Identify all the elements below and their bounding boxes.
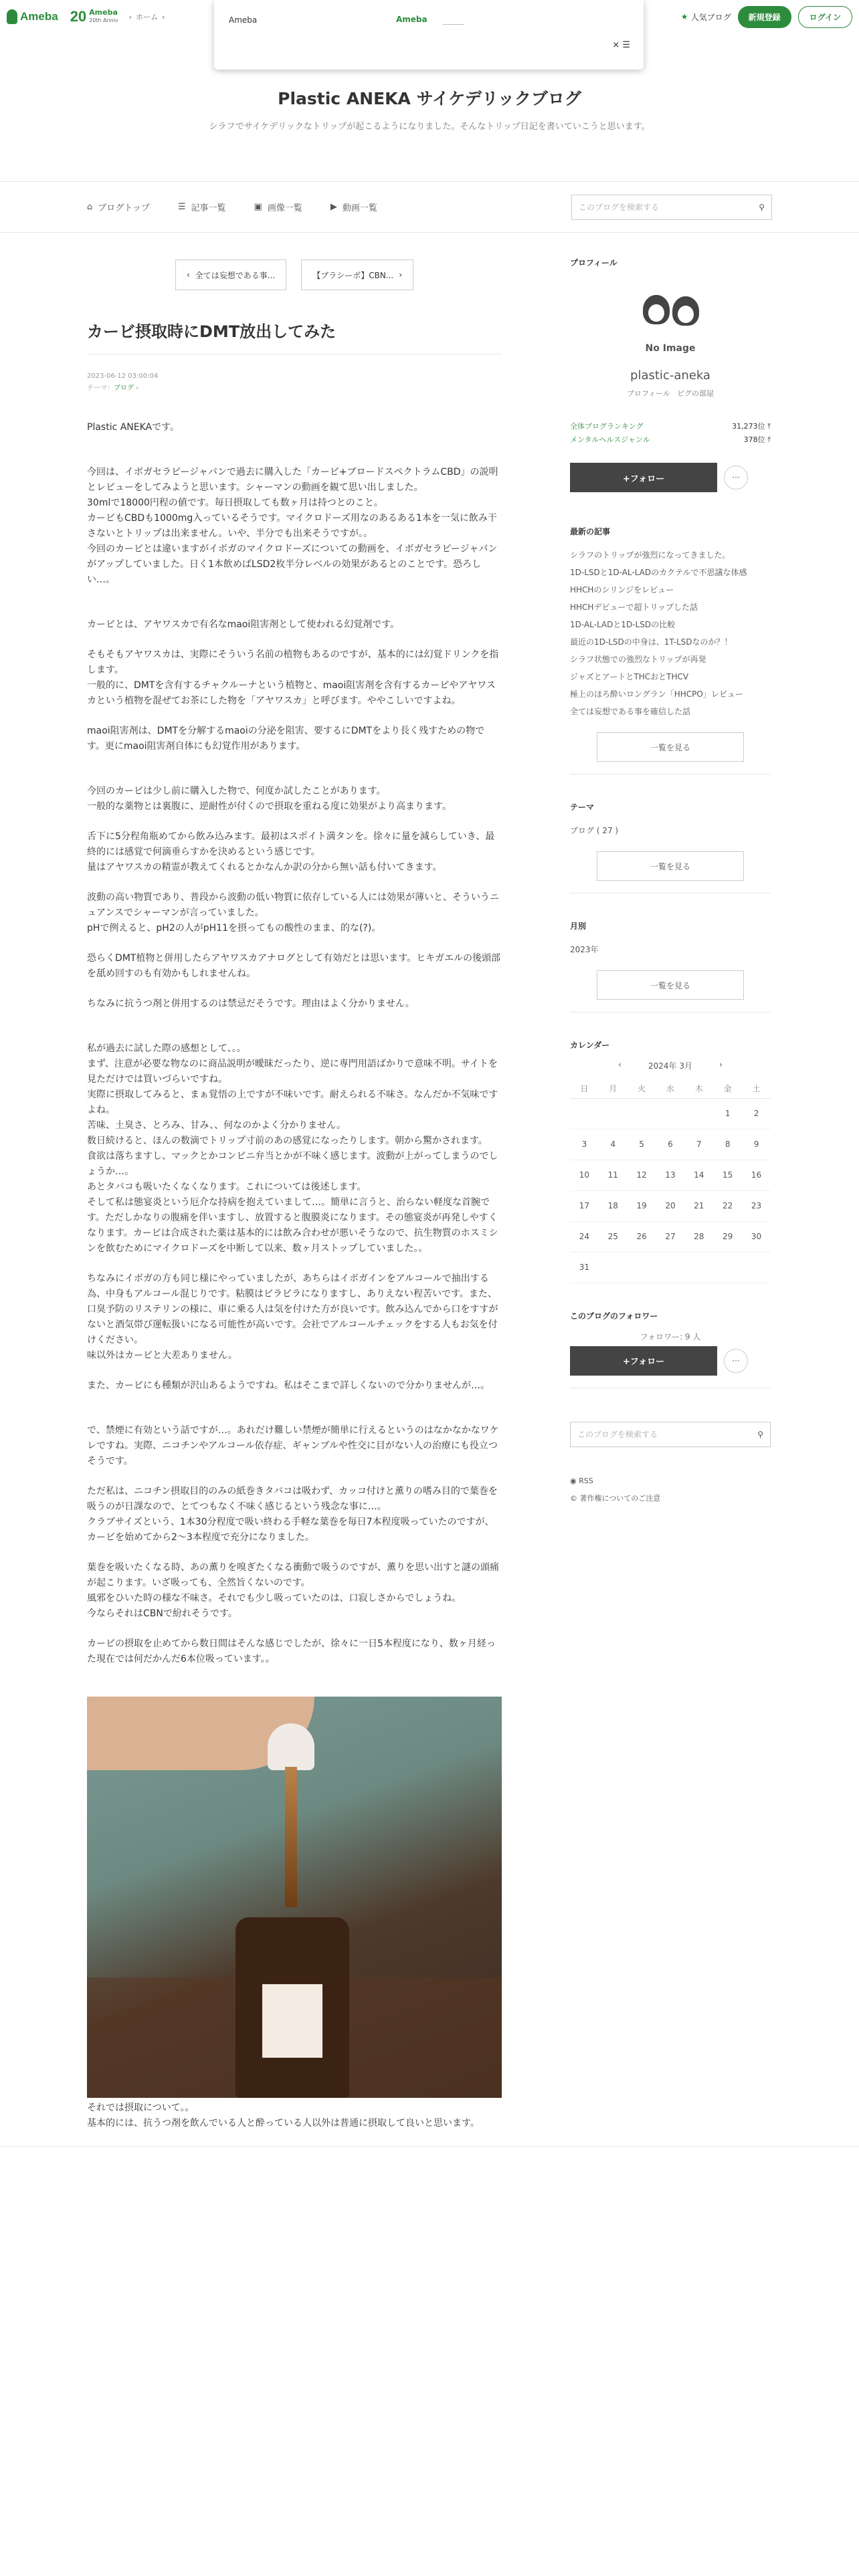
blog-nav (0, 182, 859, 233)
calendar-day (570, 1098, 599, 1129)
article-paragraph: カービとは、アヤワスカで有名なmaoi阻害剤として使われる幻覚剤です。 (87, 619, 400, 630)
article-paragraph: ちなみに抗うつ剤と併用するのは禁忌だそうです。理由はよく分かりません。 (87, 998, 415, 1009)
calendar-day[interactable]: 8 (713, 1129, 742, 1160)
article-paragraph: maoi阻害剤は、DMTを分解するmaoiの分泌を阻害、要するにDMTをより長く残すための物です。更にmaoi阻害剤自体にも幻覚作用があります。 (87, 726, 485, 752)
list-item[interactable]: 2023年 (570, 945, 599, 954)
chevron-left-icon[interactable]: ‹ (618, 1060, 622, 1069)
calendar-weekday: 木 (684, 1079, 713, 1098)
star-icon: ★ (680, 12, 688, 21)
article-paragraph: 恐らくDMT植物と併用したらアヤワスカアナログとして有効だとは思います。ヒキガエルの後頭部を舐め回すのも有効かもしれませんね。 (87, 953, 501, 979)
calendar-day[interactable]: 17 (570, 1190, 599, 1221)
calendar-grid (570, 1079, 771, 1283)
calendar-day (742, 1252, 771, 1283)
recent-heading: 最新の記事 (570, 527, 611, 536)
calendar-day[interactable]: 23 (742, 1190, 771, 1221)
anniversary-logo[interactable] (70, 8, 118, 25)
follow-button[interactable]: +フォロー (570, 1346, 717, 1376)
prev-article-button[interactable]: ‹ 全ては妄想である事... (175, 259, 286, 290)
calendar-day[interactable]: 14 (684, 1160, 713, 1190)
calendar-day[interactable]: 25 (599, 1221, 628, 1252)
photo-bottle-label (262, 1984, 322, 2058)
sidebar (570, 233, 771, 2146)
calendar-week (570, 1129, 771, 1160)
followers-heading: このブログのフォロワー (570, 1311, 658, 1321)
popup-title: Ameba (229, 15, 258, 25)
article-paragraph: ちなみにイボガの方も同じ様にやっていましたが、あちらはイボガインをアルコールで抽出する為、中身もアルコール混じりです。粘膜はビラビラになりますし、ありえない程苦いです。また、口臭予防のリステリンの様に、車に乗る人は気を付けた方が良いです。飲み込んでから口をすすがないと酒気帯び運転扱いになる可能性が高いです。会社でアルコールチェックをする人もお気を付けください。 味以外はカービと大差ありません。 (87, 1273, 498, 1361)
header-actions (681, 6, 852, 28)
calendar-day[interactable]: 6 (656, 1129, 685, 1160)
calendar-week (570, 1221, 771, 1252)
calendar-day[interactable]: 26 (628, 1221, 656, 1252)
calendar-day[interactable]: 10 (570, 1160, 599, 1190)
followers-section (570, 1310, 771, 1388)
calendar-week (570, 1190, 771, 1221)
footer-divider (0, 2146, 859, 2159)
article-paragraph: それでは摂取について。。 (87, 2103, 195, 2113)
calendar-day[interactable]: 16 (742, 1160, 771, 1190)
chevron-right-icon[interactable]: › (719, 1060, 723, 1069)
article-body-continued (87, 2101, 502, 2131)
photo-dropper-bulb (268, 1723, 314, 1770)
calendar-day (684, 1098, 713, 1129)
article-meta (87, 370, 502, 395)
calendar-day[interactable]: 15 (713, 1160, 742, 1190)
calendar-day[interactable]: 1 (713, 1098, 742, 1129)
article-paragraph: ただ私は、ニコチン摂取目的のみの紙巻きタバコは吸わず、カッコ付けと薫りの嗜み目的で葉巻を吸うのが日課なので、とてつもなく不味く感じるという残念な事に…。 クラブサイズという、1本30分程度で吸い終わる手軽な葉巻を毎日7本程度吸っていたのですが、カービを始めてから2〜3本程度で充分になりました。 (87, 1486, 498, 1543)
ranking-row[interactable]: 全体ブログランキング 31,273位 ⤒ (570, 422, 771, 431)
list-icon: ☰ (177, 202, 186, 212)
video-icon: ▶ (330, 202, 337, 212)
popup-close-button[interactable]: × ☰ (612, 40, 630, 50)
calendar-day (628, 1098, 656, 1129)
theme-list (570, 822, 771, 839)
followers-count[interactable]: フォロワー: 9 人 (640, 1331, 701, 1341)
calendar-week (570, 1160, 771, 1190)
no-image-label: No Image (645, 343, 696, 354)
search-icon[interactable]: ⚲ (757, 1429, 763, 1439)
calendar-day[interactable]: 30 (742, 1221, 771, 1252)
ameba-mark-icon (7, 9, 17, 24)
calendar-day[interactable]: 24 (570, 1221, 599, 1252)
theme-heading: テーマ (570, 802, 595, 812)
rss-icon: ◉ (570, 1476, 577, 1485)
calendar-day[interactable]: 5 (628, 1129, 656, 1160)
avatar-figure-face (676, 304, 695, 324)
chevron-left-icon: ‹ (186, 270, 190, 280)
calendar-day[interactable]: 12 (628, 1160, 656, 1190)
calendar-day (656, 1252, 685, 1283)
calendar-weekday: 火 (628, 1079, 656, 1098)
monthly-heading: 月別 (570, 922, 587, 931)
article-body (87, 420, 502, 1667)
ameba-logo[interactable] (7, 9, 58, 24)
home-icon: ⌂ (87, 202, 93, 212)
theme-section (570, 801, 771, 893)
copyright-link[interactable]: © 著作権についてのご注意 (570, 1493, 661, 1503)
calendar-day (628, 1252, 656, 1283)
profile-name[interactable]: plastic-aneka (630, 368, 710, 383)
image-icon: ▣ (254, 202, 262, 212)
more-options-button[interactable]: ··· (724, 1349, 748, 1373)
popup-link[interactable]: Ameba (396, 15, 427, 24)
list-item[interactable]: 極上のほろ酔いロングラン「HHCPO」レビュー (570, 689, 743, 699)
more-options-button[interactable]: ··· (724, 465, 748, 490)
calendar-day[interactable]: 11 (599, 1160, 628, 1190)
calendar-week (570, 1098, 771, 1129)
calendar (570, 1039, 771, 1283)
copyright-icon: © (570, 1493, 577, 1503)
pigg-room-link[interactable]: ピグの部屋 (676, 389, 714, 398)
calendar-day[interactable]: 2 (742, 1098, 771, 1129)
article-paragraph: 舌下に5分程角瓶めてから飲み込みます。最初はスポイト満タンを。徐々に量を減らしていき、最終的には感覚で何滴垂らすかを決めるという感じです。 量はアヤワスカの精霊が教えてくれるとかなんか訳の分から無い話も付いてきます。 (87, 831, 495, 873)
chevron-right-icon: › (128, 12, 132, 21)
profile-link[interactable]: プロフィール (627, 389, 670, 398)
list-item[interactable]: 1D-LSDと1D-AL-LADのカクテルで不思議な体感 (570, 568, 747, 577)
main-column (87, 233, 502, 2146)
nav-video-list[interactable]: ▶ 動画一覧 (330, 202, 377, 213)
calendar-heading: カレンダー (570, 1041, 610, 1050)
popular-blog-link[interactable]: ★ 人気ブログ (680, 12, 731, 22)
top-header (0, 0, 859, 50)
calendar-day (684, 1252, 713, 1283)
profile-heading: プロフィール (570, 258, 617, 267)
chevron-right-icon: › (162, 12, 165, 21)
calendar-day[interactable]: 7 (684, 1129, 713, 1160)
sidebar-search-input[interactable]: このブログを検索する ⚲ (570, 1422, 771, 1447)
header-popup (214, 0, 644, 70)
blog-search-input[interactable]: このブログを検索する ⚲ (571, 195, 772, 220)
list-item[interactable]: 最近の1D-LSDの中身は、1T-LSDなのか？！ (570, 637, 733, 647)
breadcrumb-home[interactable]: ホーム (136, 13, 159, 21)
follow-button[interactable]: +フォロー (570, 463, 717, 492)
article-paragraph: 私が過去に試した際の感想として、。。 まず、注意が必要な物なのに商品説明が曖昧だったり、逆に専門用語ばかりで意味不明。サイトを見ただけでは買いづらいですね。 実際に摂取してみると、まぁ覚悟の上ですが不味いです。耐えられる不味さ。なんだか不気味ですよね。 苦味、土臭さ、とろみ、甘み、、何なのかよく分かりません。 数日続けると、ほんの数滴でトリップ寸前のあの感覚になったりします。朝から驚かされます。 食欲は落ちますし、マックとかコンビニ弁当とかが不味く感じます。波動が上がってしまうのでしょうか…。 あとタバコも吸いたくなくなります。これについては後述します。 そして私は態宴炎という厄介な持病を抱えていまして…。簡単に言うと、治らない軽度な首腕です。ただしかなりの腹痛を伴いますし、放置すると腹膜炎になります。その態宴炎が再発しやすくなります。カービは合成された薬は基本的には飲み合わせが悪いそうなので、抗生物質のホスミシンを飲むためにマイクロドーズを中断して以来、数ヶ月ストップしていました。。 (87, 1043, 498, 1254)
article-title[interactable]: カービ摂取時にDMT放出してみた (87, 318, 502, 354)
article-theme: テーマ：ブログ › (87, 385, 139, 392)
calendar-day[interactable]: 22 (713, 1190, 742, 1221)
calendar-month: 2024年 3月 (648, 1061, 692, 1071)
calendar-weekday: 月 (599, 1079, 628, 1098)
calendar-day[interactable]: 29 (713, 1221, 742, 1252)
calendar-weekday: 水 (656, 1079, 685, 1098)
article-paragraph: 今回は、イボガセラピージャパンで過去に購入した「カービ+ブロードスペクトラムCBD」の説明とレビューをしてみようと思います。シャーマンの動画を観て思い出しました。 30mlで18000円程の値です。毎日摂取しても数ヶ月は持つとのこと。 カービもCBDも1000mg入っているそうです。マイクロドーズ用なのあるある1本を一気に飲み干さないとトリップは出来ません。いや、半分でも出来そうですが。。 今回のカービとは違いますがイボガのマイクロドーズについての動画を、イボガセラピージャパンがアップしていました。日く1本飲めばLSD2枚半分レベルの効果があるとのことです。恐ろしい…。 (87, 467, 498, 585)
article-paragraph: Plastic ANEKAです。 (87, 422, 180, 433)
anniversary-text: Ameba 20th Anniv (89, 8, 118, 23)
calendar-day[interactable]: 27 (656, 1221, 685, 1252)
monthly-section (570, 920, 771, 1012)
article-photo[interactable] (87, 1697, 502, 2098)
article-paragraph: 葉巻を吸いたくなる時、あの薫りを嗅ぎたくなる衝動で吸うのですが、薫りを思い出すと謎の頭痛が起こります。いざ吸っても、全然旨くないのです。 風邪をひいた時の様な不味さ。それでも少し吸っていたのは、口寂しさからでしょうね。 今ならそれはCBNで紛れそうです。 (87, 1562, 499, 1619)
calendar-day[interactable]: 18 (599, 1190, 628, 1221)
photo-dropper (285, 1767, 297, 1907)
calendar-day[interactable]: 13 (656, 1160, 685, 1190)
article-paragraph: で、禁煙に有効という話ですが…。あれだけ難しい禁煙が簡単に行えるというのはなかなかなワケレですね。実際、ニコチンやアルコール依存症、ギャンブルや性交に目がない人の治療にも役立つそうです。 (87, 1425, 499, 1467)
calendar-day[interactable]: 21 (684, 1190, 713, 1221)
avatar[interactable] (634, 284, 707, 358)
monthly-list (570, 941, 771, 958)
calendar-day[interactable]: 19 (628, 1190, 656, 1221)
chevron-right-icon: › (399, 270, 403, 280)
article-paragraph: 波動の高い物質であり、普段から波動の低い物質に依存している人には効果が薄いと、そういうニュアンスでシャーマンが言っていました。 pHで例えると、pH2の人がpH11を摂ってもの酸性のまま、的な(?)。 (87, 892, 499, 934)
calendar-week (570, 1252, 771, 1283)
calendar-weekday: 土 (742, 1079, 771, 1098)
breadcrumb (129, 11, 165, 22)
blog-subtitle: シラフでサイケデリックなトリップが起こるようになりました。そんなトリップ日記を書いていこうと思います。 (209, 122, 650, 132)
calendar-day[interactable]: 9 (742, 1129, 771, 1160)
calendar-weekday: 金 (713, 1079, 742, 1098)
profile-links (570, 388, 771, 399)
signup-button[interactable]: 新規登録 (738, 6, 791, 28)
calendar-day[interactable]: 28 (684, 1221, 713, 1252)
blog-title[interactable]: Plastic ANEKA サイケデリックブログ (278, 89, 581, 108)
article-paragraph: そもそもアヤワスカは、実際にそういう名前の植物もあるのですが、基本的には幻覚ドリンクを指します。 一般的に、DMTを含有するチャクルーナという植物と、maoi阻害剤を含有するカーピやアヤワスカという植物を混ぜてお茶にした物を「アヤワスカ」と呼びます。ややこしいですよね。 (87, 649, 499, 706)
calendar-day (599, 1252, 628, 1283)
article (87, 318, 502, 2131)
anniversary-number: 20 (70, 8, 87, 25)
calendar-day[interactable]: 31 (570, 1252, 599, 1283)
calendar-day (713, 1252, 742, 1283)
recent-list (570, 546, 771, 720)
list-item[interactable]: 全ては妄想である事を確信した話 (570, 707, 691, 716)
calendar-title-row (570, 1060, 771, 1071)
search-icon[interactable]: ⚲ (759, 202, 765, 212)
list-item[interactable]: 1D-AL-LADと1D-LSDの比較 (570, 620, 676, 629)
ranking-list (570, 420, 771, 447)
list-item[interactable]: ジャズとアートとTHCおとTHCV (570, 672, 689, 681)
monthly-list-all-button[interactable]: 一覧を見る (597, 970, 744, 1000)
calendar-day[interactable]: 20 (656, 1190, 685, 1221)
follow-row (570, 463, 771, 492)
list-item[interactable]: HHCHデビューで超トリップした話 (570, 603, 698, 612)
calendar-day[interactable]: 3 (570, 1129, 599, 1160)
calendar-day (656, 1098, 685, 1129)
theme-link[interactable]: ブログ (114, 385, 134, 392)
rss-link[interactable]: ◉ RSS (570, 1476, 593, 1485)
recent-articles (570, 526, 771, 774)
login-button[interactable]: ログイン (798, 6, 852, 28)
follow-row (570, 1346, 771, 1376)
calendar-day[interactable]: 4 (599, 1129, 628, 1160)
list-item[interactable]: HHCHのシリンジをレビュー (570, 585, 674, 595)
theme-list-all-button[interactable]: 一覧を見る (597, 851, 744, 881)
ameba-logo-text: Ameba (20, 10, 58, 23)
recent-list-all-button[interactable]: 一覧を見る (597, 732, 744, 762)
avatar-figure-face (647, 303, 666, 323)
calendar-day (599, 1098, 628, 1129)
article-paragraph: 基本的には、抗うつ剤を飲んでいる人と酔っている人以外は普通に摂取して良いと思います。 (87, 2118, 480, 2129)
profile-block (570, 278, 771, 399)
nav-blog-top[interactable]: ⌂ ブログトップ (87, 202, 150, 213)
article-paragraph: また、カービにも種類が沢山あるようですね。私はそこまで詳しくないので分かりませんが…。 (87, 1380, 490, 1391)
article-paragraph: 今回のカービは少し前に購入した物で、何度か試したことがあります。 一般的な薬物とは裏腹に、逆耐性が付くので摂取を重ねる度に効果がより高まります。 (87, 786, 452, 812)
calendar-weekday: 日 (570, 1079, 599, 1098)
next-article-button[interactable]: 【ブラシーボ】CBN... › (301, 259, 413, 290)
nav-image-list[interactable]: ▣ 画像一覧 (254, 202, 302, 213)
article-pager (87, 259, 502, 290)
content-wrap (0, 233, 859, 2146)
nav-article-list[interactable]: ☰ 記事一覧 (177, 202, 226, 213)
article-paragraph: カービの摂取を止めてから数日間はそんな感じでしたが、徐々に一日5本程度になり、数ヶ月経った現在では何だかんだ6本位吸っています。。 (87, 1638, 496, 1665)
article-date: 2023-06-12 03:00:04 (87, 372, 159, 380)
sidebar-footer-links (570, 1473, 771, 1507)
popup-divider (443, 24, 464, 25)
list-item[interactable]: シラフのトリップが強烈になってきました。 (570, 550, 731, 560)
ranking-row[interactable]: メンタルヘルスジャンル 378位 ⤒ (570, 435, 771, 444)
list-item[interactable]: ブログ ( 27 ) (570, 826, 619, 835)
list-item[interactable]: シラフ状態での強烈なトリップが再発 (570, 655, 706, 664)
